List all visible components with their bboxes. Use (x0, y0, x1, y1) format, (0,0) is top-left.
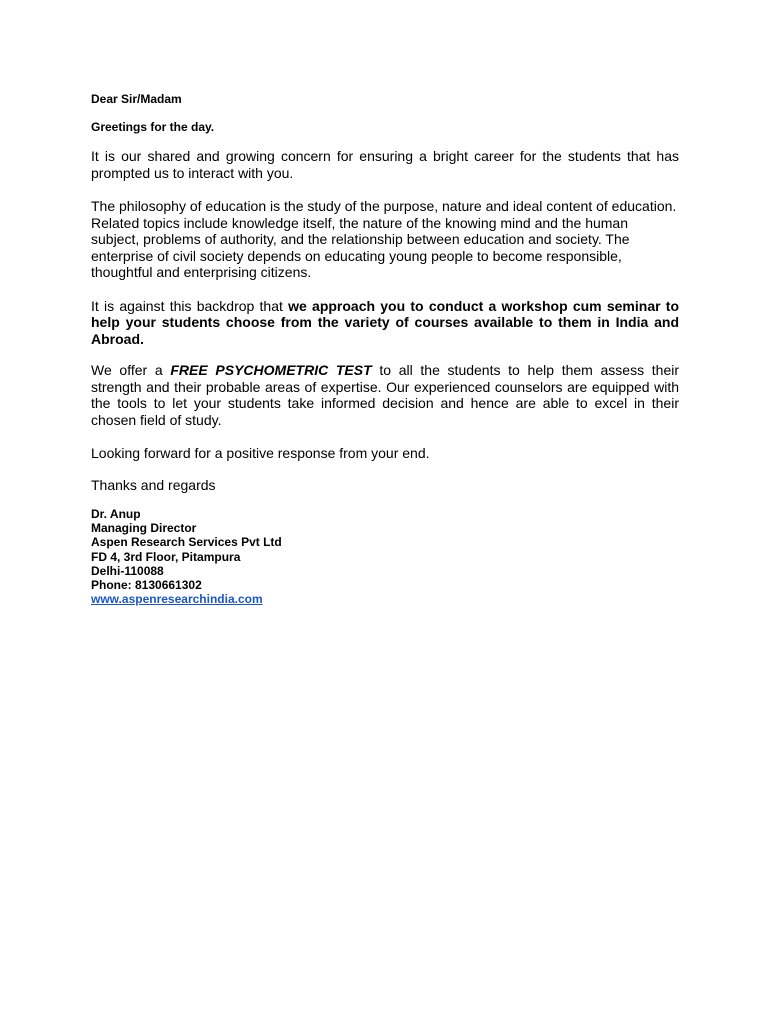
company-name: Aspen Research Services Pvt Ltd (91, 535, 282, 550)
paragraph-offer-rest: to all the students to help them assess their strength and their probable areas of expertise. Our experienced counselors are equipped with the tools to let your students take informed decision and hence are able to excel in their chosen field of study. (91, 362, 679, 428)
greeting: Greetings for the day. (91, 120, 215, 134)
paragraph-closing-request: Looking forward for a positive response from your end. (91, 445, 430, 461)
paragraph-offer (91, 362, 679, 428)
signatory-name: Dr. Anup (91, 507, 141, 521)
signature-block (91, 507, 679, 606)
salutation: Dear Sir/Madam (91, 92, 182, 106)
paragraph-workshop-lead: It is against this backdrop that (91, 297, 289, 314)
company-phone: Phone: 8130661302 (91, 578, 202, 593)
paragraph-intro: It is our shared and growing concern for ensuring a bright career for the students that has prompted us to interact with you. (91, 148, 679, 181)
closing-salutation: Thanks and regards (91, 476, 216, 493)
signatory-title: Managing Director (91, 521, 197, 536)
paragraph-workshop-emphasis: we approach you to conduct a workshop cum seminar to help your students choose from the variety of courses available to them in India and Abroad. (91, 297, 679, 347)
letter-body (91, 92, 679, 606)
company-address: FD 4, 3rd Floor, Pitampura (91, 549, 241, 564)
company-city: Delhi-110088 (91, 563, 164, 578)
paragraph-offer-lead: We offer a (91, 362, 171, 378)
paragraph-workshop (91, 298, 679, 348)
paragraph-philosophy: The philosophy of education is the study of the purpose, nature and ideal content of education. Related topics include knowledge itself, the nature of the knowing mind and the human subject, problems of authority, and the relationship between education and society. The enterprise of civil society depends on educating young people to become responsible, thoughtful and enterprising citizens. (91, 198, 677, 280)
free-test-highlight: FREE PSYCHOMETRIC TEST (170, 362, 372, 378)
website-link[interactable]: www.aspenresearchindia.com (91, 592, 263, 607)
